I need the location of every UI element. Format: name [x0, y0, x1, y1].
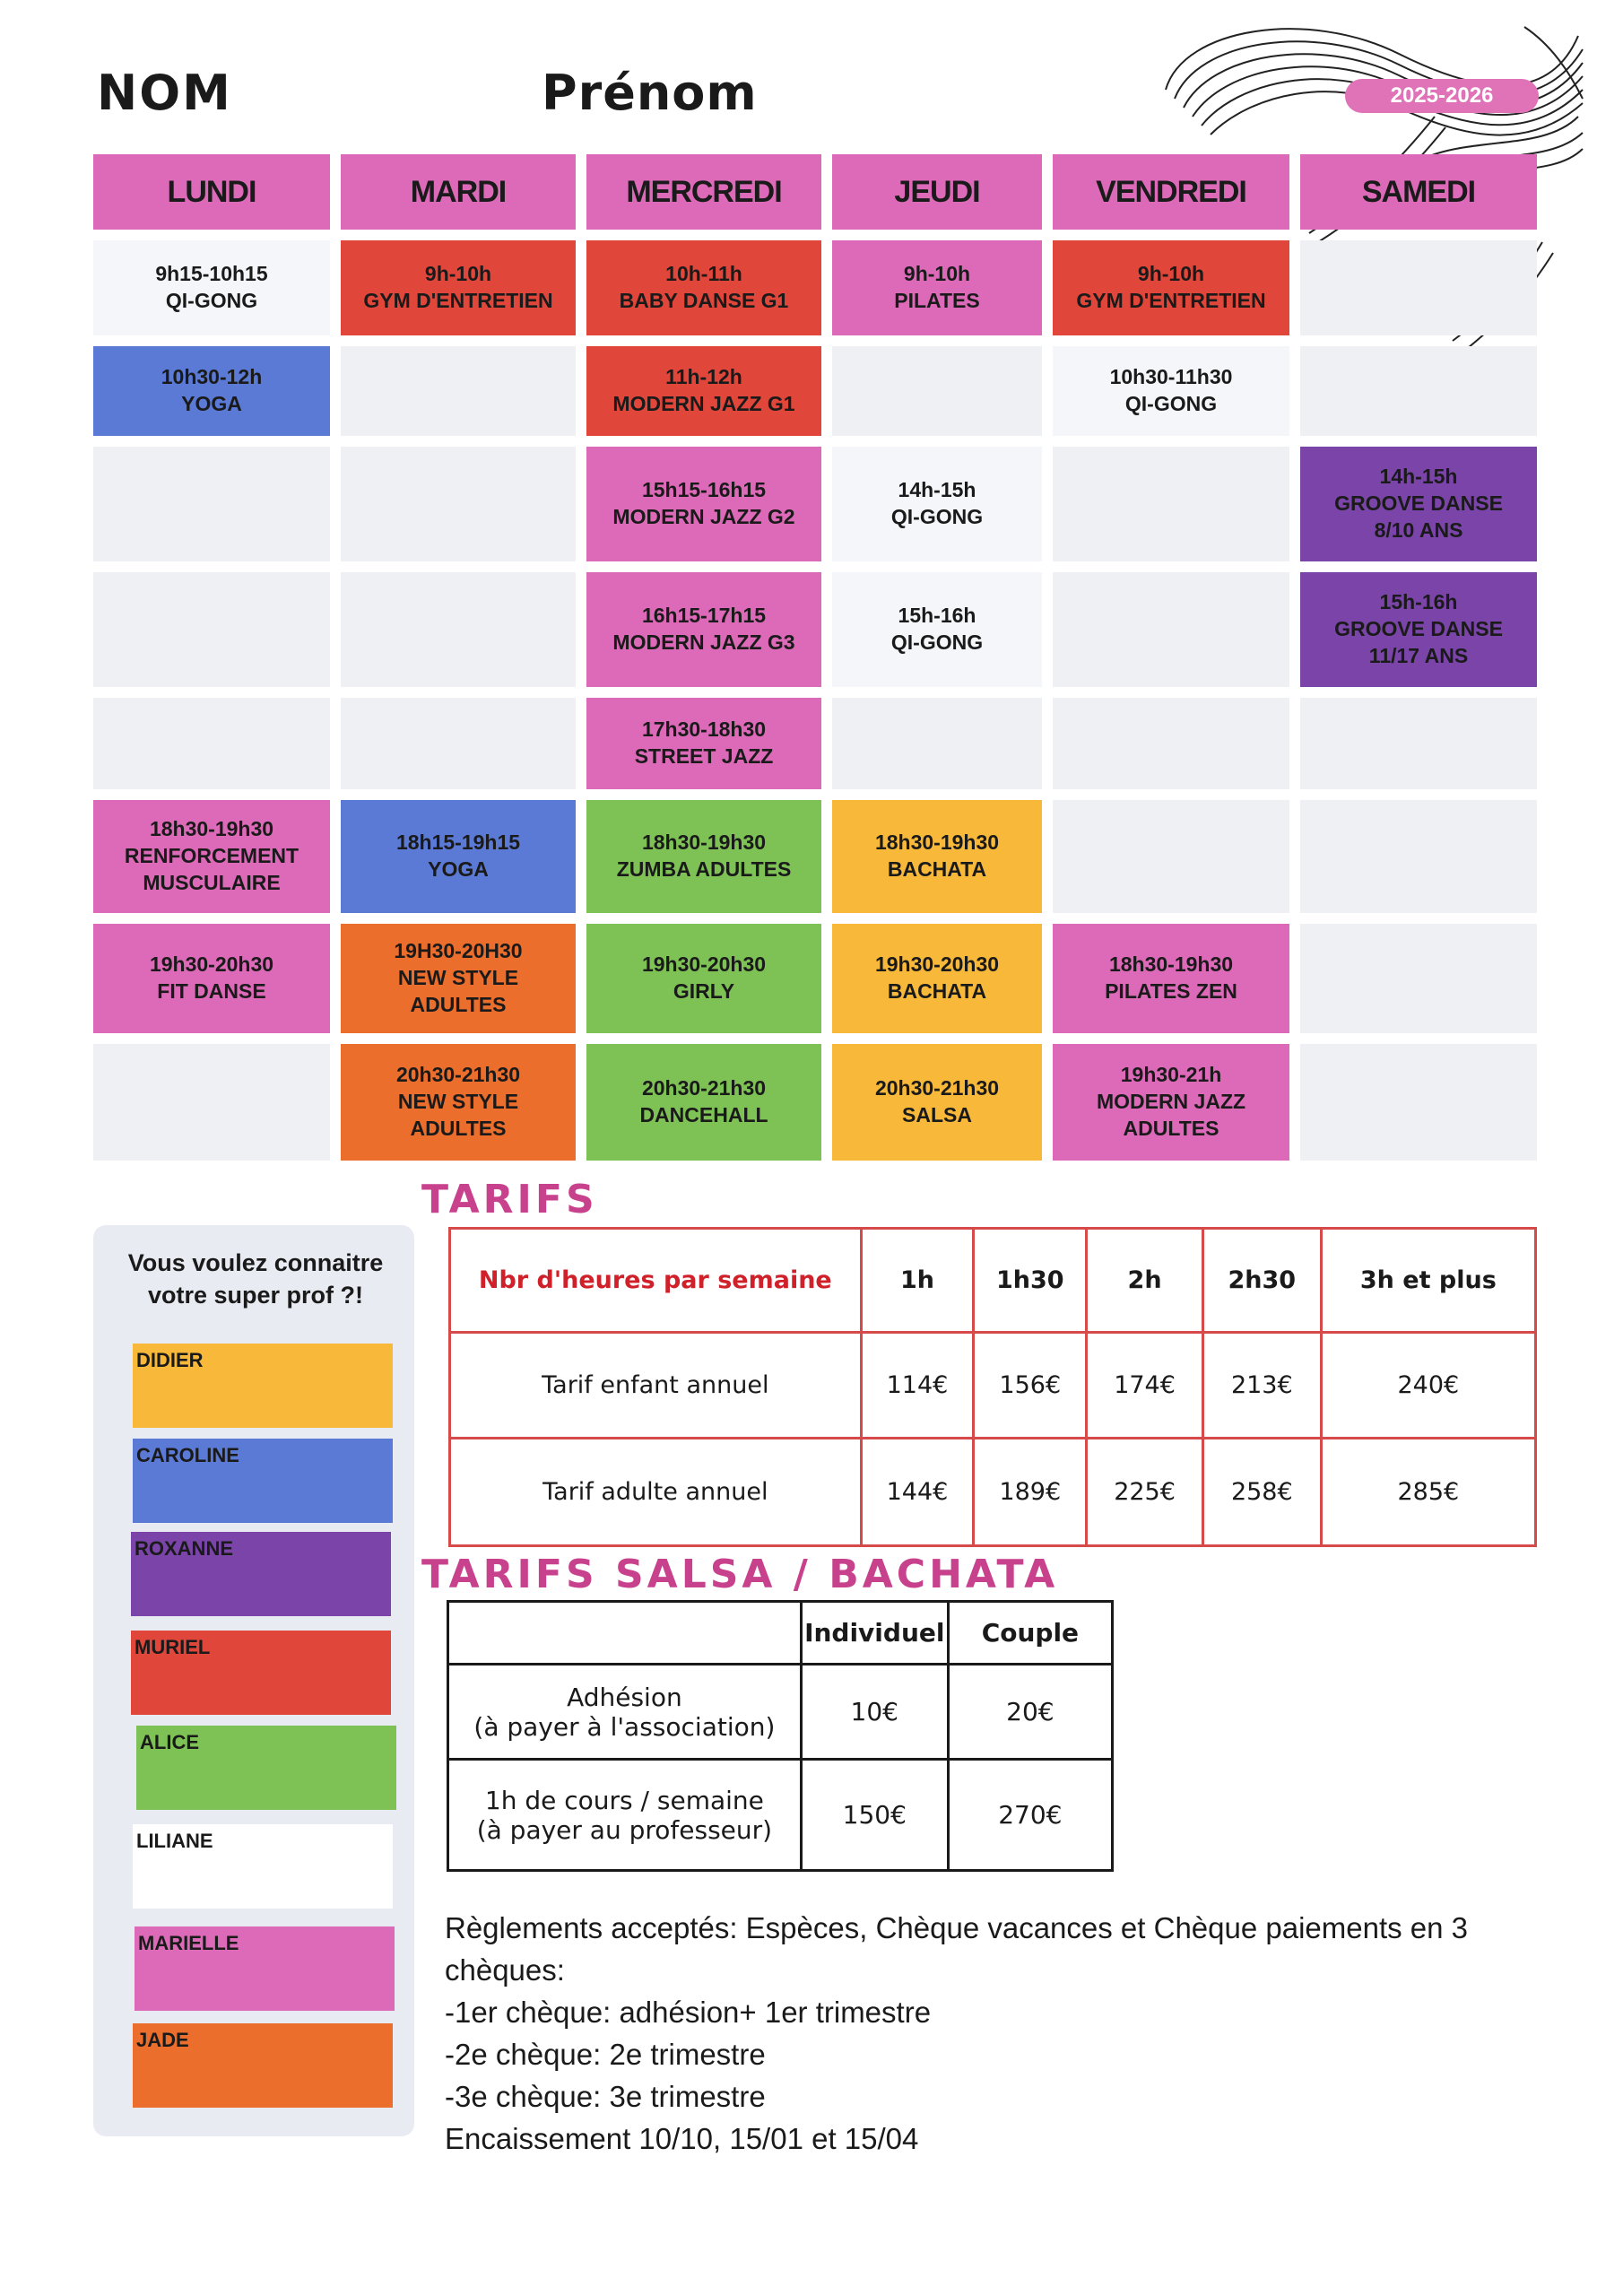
class-name: MODERN JAZZ G3 [612, 631, 795, 654]
tarifs-price: 225€ [1087, 1439, 1203, 1546]
salsa-label-line2: (à payer à l'association) [473, 1711, 776, 1742]
prof-swatch-didier: DIDIER [133, 1344, 393, 1428]
prof-title-line2: votre super prof ?! [147, 1282, 364, 1309]
prof-swatch-roxanne: ROXANNE [131, 1532, 391, 1616]
class-name-line2: MUSCULAIRE [143, 870, 281, 894]
payment-line: Règlements acceptés: Espèces, Chèque vacances et Chèque paiements en 3 [445, 1911, 1469, 1944]
class-name-line2: 8/10 ANS [1374, 517, 1463, 542]
class-cell [93, 240, 330, 335]
class-time: 19h30-20h30 [149, 952, 274, 977]
class-cell [1300, 572, 1537, 687]
class-name: GYM D'ENTRETIEN [363, 289, 553, 312]
class-cell [586, 572, 821, 687]
empty-slot [341, 447, 576, 561]
salsa-price: 20€ [948, 1665, 1112, 1760]
class-time: 15h-16h [1379, 590, 1458, 614]
class-name: STREET JAZZ [634, 744, 774, 768]
class-name: BACHATA [887, 979, 987, 1003]
payment-line: chèques: [445, 1953, 565, 1987]
class-cell [1053, 1044, 1289, 1161]
empty-slot [1053, 698, 1289, 789]
tarifs-price: 114€ [861, 1333, 974, 1439]
class-cell [586, 924, 821, 1033]
class-name: QI-GONG [165, 289, 258, 312]
class-time: 18h30-19h30 [874, 831, 1000, 855]
class-time: 9h-10h [424, 262, 492, 286]
empty-slot [1300, 240, 1537, 335]
class-time: 16h15-17h15 [641, 604, 767, 628]
prof-legend-title [99, 1247, 412, 1312]
tarifs-price: 156€ [974, 1333, 1087, 1439]
tarifs-price: 258€ [1202, 1439, 1321, 1546]
class-time: 15h15-16h15 [641, 478, 767, 502]
prenom-label: Prénom [542, 65, 758, 121]
empty-slot [1300, 800, 1537, 913]
class-cell [1053, 924, 1289, 1033]
class-time: 20h30-21h30 [641, 1076, 767, 1100]
empty-slot [341, 698, 576, 789]
class-name: DANCEHALL [639, 1103, 768, 1126]
salsa-row-cours [448, 1760, 1113, 1871]
class-time: 10h-11h [665, 262, 742, 286]
empty-slot [1053, 447, 1289, 561]
schedule-grid [93, 154, 1537, 1146]
nom-label: NOM [97, 65, 232, 121]
tarifs-header-cell: 2h30 [1202, 1229, 1321, 1333]
class-time: 18h30-19h30 [1108, 952, 1234, 977]
salsa-header-empty [448, 1602, 802, 1665]
empty-slot [832, 698, 1042, 789]
class-cell [586, 346, 821, 436]
salsa-label-line1: Adhésion [567, 1682, 682, 1712]
class-name: GIRLY [673, 979, 735, 1003]
class-name: PILATES [894, 289, 980, 312]
tarifs-price: 189€ [974, 1439, 1087, 1546]
class-time: 20h30-21h30 [395, 1063, 521, 1087]
tarifs-header-cell: 1h30 [974, 1229, 1087, 1333]
class-name: BABY DANSE G1 [619, 289, 789, 312]
class-time: 19h30-21h [1120, 1063, 1222, 1087]
salsa-label-line2: (à payer au professeur) [476, 1814, 773, 1845]
prof-swatch-marielle: MARIELLE [135, 1926, 395, 2011]
class-name: PILATES ZEN [1105, 979, 1237, 1003]
payment-line: Encaissement 10/10, 15/01 et 15/04 [445, 2122, 919, 2155]
class-time: 18h30-19h30 [641, 831, 767, 855]
payment-line: -2e chèque: 2e trimestre [445, 2038, 766, 2071]
class-name: YOGA [181, 392, 242, 415]
class-time: 15h-16h [898, 604, 976, 628]
tarifs-title: TARIFS [421, 1177, 598, 1222]
salsa-header-row [448, 1602, 1113, 1665]
prof-swatch-muriel: MURIEL [131, 1631, 391, 1715]
empty-slot [93, 447, 330, 561]
class-name: NEW STYLE [397, 966, 519, 990]
empty-slot [832, 346, 1042, 436]
class-cell [1053, 240, 1289, 335]
salsa-row-label [448, 1760, 802, 1871]
payment-line: -3e chèque: 3e trimestre [445, 2080, 766, 2113]
class-time: 9h-10h [903, 262, 971, 286]
class-time: 17h30-18h30 [641, 718, 767, 742]
class-name: NEW STYLE [397, 1090, 519, 1114]
prof-title-line1: Vous voulez connaitre [127, 1249, 384, 1276]
salsa-price: 270€ [948, 1760, 1112, 1871]
class-cell [93, 800, 330, 913]
salsa-price: 10€ [801, 1665, 948, 1760]
tarifs-header-cell: 2h [1087, 1229, 1203, 1333]
tarifs-price: 174€ [1087, 1333, 1203, 1439]
empty-slot [1300, 346, 1537, 436]
payment-line: -1er chèque: adhésion+ 1er trimestre [445, 1996, 932, 2029]
class-name: ZUMBA ADULTES [616, 857, 792, 881]
class-cell [341, 924, 576, 1033]
class-cell [341, 240, 576, 335]
day-header-vendredi: VENDREDI [1053, 154, 1289, 230]
class-time: 18h15-19h15 [395, 831, 521, 855]
salsa-label-line1: 1h de cours / semaine [484, 1785, 764, 1815]
day-header-samedi: SAMEDI [1300, 154, 1537, 230]
class-cell [832, 447, 1042, 561]
class-name: QI-GONG [890, 505, 984, 528]
class-time: 9h-10h [1137, 262, 1205, 286]
class-cell [93, 346, 330, 436]
empty-slot [1300, 1044, 1537, 1161]
empty-slot [341, 346, 576, 436]
day-header-mardi: MARDI [341, 154, 576, 230]
class-cell [586, 1044, 821, 1161]
class-cell [832, 800, 1042, 913]
class-name: FIT DANSE [157, 979, 266, 1003]
prof-swatch-alice: ALICE [136, 1726, 396, 1810]
empty-slot [1300, 924, 1537, 1033]
salsa-row-adhesion [448, 1665, 1113, 1760]
class-cell [341, 800, 576, 913]
class-cell [832, 240, 1042, 335]
class-name-line2: ADULTES [410, 992, 507, 1016]
tarifs-table [448, 1227, 1537, 1547]
class-name: QI-GONG [890, 631, 984, 654]
salsa-row-label [448, 1665, 802, 1760]
class-time: 14h-15h [898, 478, 976, 502]
tarifs-price: 240€ [1321, 1333, 1535, 1439]
tarifs-row-label: Tarif enfant annuel [450, 1333, 862, 1439]
class-time: 10h30-11h30 [1109, 365, 1233, 389]
class-name-line2: 11/17 ANS [1368, 643, 1469, 667]
empty-slot [93, 572, 330, 687]
tarifs-header-row [450, 1229, 1536, 1333]
class-time: 18h30-19h30 [149, 817, 274, 841]
tarifs-row-enfant [450, 1333, 1536, 1439]
tarifs-price: 285€ [1321, 1439, 1535, 1546]
class-cell [586, 698, 821, 789]
class-name-line2: ADULTES [1123, 1116, 1219, 1140]
class-time: 19h30-20h30 [874, 952, 1000, 977]
class-name: GYM D'ENTRETIEN [1076, 289, 1266, 312]
class-name: BACHATA [887, 857, 987, 881]
class-cell [1053, 346, 1289, 436]
class-cell [832, 924, 1042, 1033]
class-time: 19h30-20h30 [641, 952, 767, 977]
class-name: GROOVE DANSE [1334, 617, 1503, 641]
class-time: 9h15-10h15 [155, 262, 268, 286]
class-name: SALSA [902, 1103, 972, 1126]
class-cell [586, 447, 821, 561]
class-name: RENFORCEMENT [124, 844, 299, 868]
day-header-lundi: LUNDI [93, 154, 330, 230]
year-badge: 2025-2026 [1345, 79, 1539, 113]
day-header-jeudi: JEUDI [832, 154, 1042, 230]
class-name: MODERN JAZZ G1 [612, 392, 795, 415]
class-cell [1300, 447, 1537, 561]
salsa-price: 150€ [801, 1760, 948, 1871]
class-cell [93, 924, 330, 1033]
class-name: GROOVE DANSE [1334, 491, 1503, 516]
prof-swatch-liliane: LILIANE [133, 1824, 393, 1909]
class-cell [586, 240, 821, 335]
empty-slot [1300, 698, 1537, 789]
class-cell [832, 572, 1042, 687]
tarifs-header-cell: 1h [861, 1229, 974, 1333]
tarifs-header-cell: 3h et plus [1321, 1229, 1535, 1333]
salsa-header-couple: Couple [948, 1602, 1112, 1665]
empty-slot [1053, 800, 1289, 913]
class-name: MODERN JAZZ G2 [612, 505, 795, 528]
class-time: 20h30-21h30 [874, 1076, 1000, 1100]
prof-swatch-jade: JADE [133, 2023, 393, 2108]
class-cell [586, 800, 821, 913]
prof-swatch-caroline: CAROLINE [133, 1439, 393, 1523]
tarifs-price: 213€ [1202, 1333, 1321, 1439]
class-name-line2: ADULTES [410, 1116, 507, 1140]
class-cell [341, 1044, 576, 1161]
class-time: 19H30-20H30 [394, 939, 523, 963]
tarifs-row-adulte [450, 1439, 1536, 1546]
empty-slot [93, 1044, 330, 1161]
payment-info [445, 1907, 1548, 2160]
empty-slot [93, 698, 330, 789]
salsa-tarifs-table [447, 1600, 1114, 1872]
class-name: MODERN JAZZ [1096, 1090, 1246, 1114]
class-time: 10h30-12h [161, 365, 263, 389]
class-name: QI-GONG [1124, 392, 1218, 415]
empty-slot [1053, 572, 1289, 687]
tarifs-price: 144€ [861, 1439, 974, 1546]
class-time: 11h-12h [665, 365, 742, 389]
class-name: YOGA [428, 857, 489, 881]
day-header-mercredi: MERCREDI [586, 154, 821, 230]
tarifs-row-label: Tarif adulte annuel [450, 1439, 862, 1546]
class-time: 14h-15h [1379, 465, 1458, 489]
salsa-header-individuel: Individuel [801, 1602, 948, 1665]
empty-slot [341, 572, 576, 687]
tarifs-header-hours: Nbr d'heures par semaine [450, 1229, 862, 1333]
class-cell [832, 1044, 1042, 1161]
salsa-tarifs-title: TARIFS SALSA / BACHATA [421, 1552, 1059, 1597]
